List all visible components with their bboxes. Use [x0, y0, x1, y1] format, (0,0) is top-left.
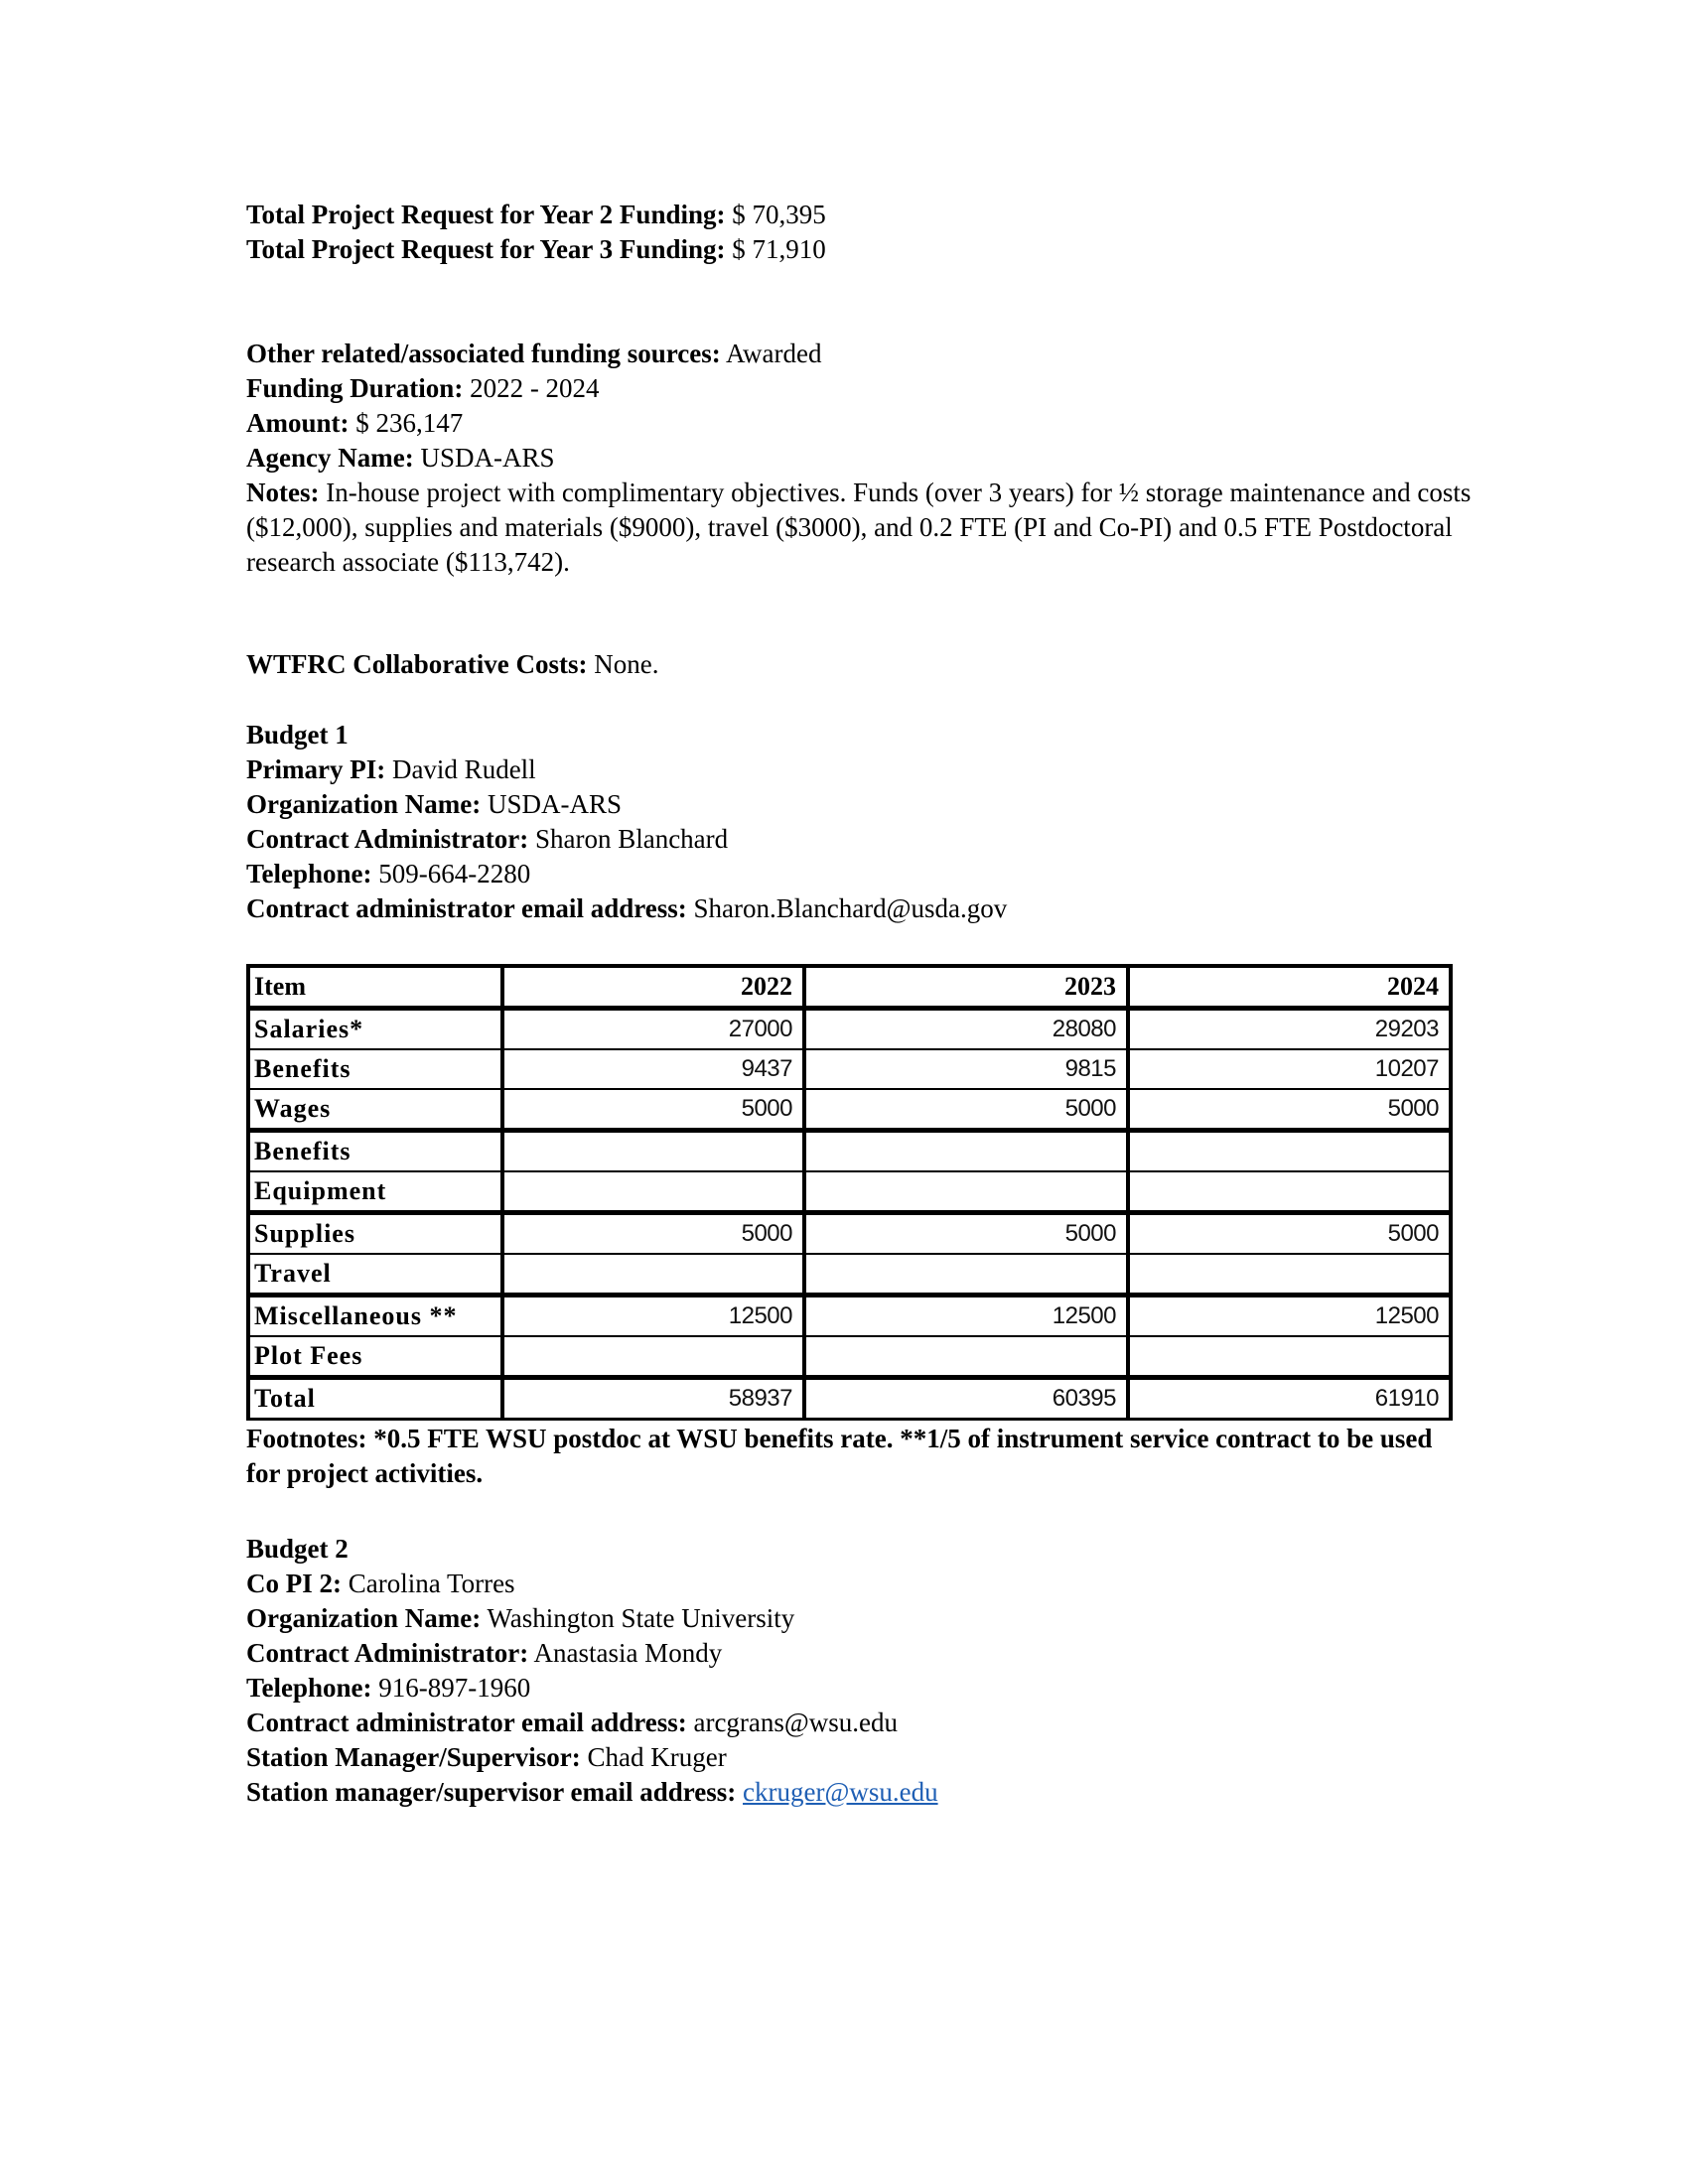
table-cell-2022: [502, 1336, 804, 1378]
other-funding-sources: [246, 337, 822, 371]
table-header-2024: 2024: [1128, 966, 1451, 1009]
budget2-station-manager-value: Chad Kruger: [587, 1742, 727, 1772]
budget1-organization: [246, 787, 622, 822]
agency-name: [246, 441, 554, 476]
budget1-footnotes: Footnotes: *0.5 FTE WSU postdoc at WSU benefits rate. **1/5 of instrument service contract to be used for project activities.: [246, 1424, 1433, 1488]
budget2-organization: [246, 1601, 794, 1636]
table-cell-2023: 5000: [804, 1213, 1128, 1255]
budget1-table: [246, 964, 1453, 1421]
table-cell-2023: 28080: [804, 1009, 1128, 1050]
table-row: [248, 1213, 1451, 1255]
budget2-copi-value: Carolina Torres: [348, 1569, 515, 1598]
budget2-contract-admin-value: Anastasia Mondy: [533, 1638, 723, 1668]
table-cell-2022: 27000: [502, 1009, 804, 1050]
budget1-table-header-row: [248, 966, 1451, 1009]
table-cell-item: Supplies: [248, 1213, 502, 1255]
table-cell-2024: [1128, 1171, 1451, 1213]
year2-total-label: Total Project Request for Year 2 Funding:: [246, 200, 726, 229]
budget1-admin-email-label: Contract administrator email address:: [246, 893, 687, 923]
budget1-telephone: [246, 857, 530, 891]
budget2-station-manager-label: Station Manager/Supervisor:: [246, 1742, 581, 1772]
table-cell-2023: 12500: [804, 1296, 1128, 1337]
table-row: [248, 1089, 1451, 1131]
table-cell-2022: [502, 1254, 804, 1296]
budget1-telephone-label: Telephone:: [246, 859, 372, 888]
other-funding-sources-label: Other related/associated funding sources:: [246, 339, 721, 368]
budget1-title-text: Budget 1: [246, 720, 349, 750]
table-row: [248, 1254, 1451, 1296]
table-cell-2023: 9815: [804, 1049, 1128, 1089]
budget2-contract-admin: [246, 1636, 722, 1671]
year3-total-label: Total Project Request for Year 3 Funding:: [246, 234, 726, 264]
agency-name-value: USDA-ARS: [420, 443, 555, 473]
year2-total-value: $ 70,395: [732, 200, 826, 229]
table-cell-2024: 5000: [1128, 1089, 1451, 1131]
budget1-contract-admin-label: Contract Administrator:: [246, 824, 529, 854]
budget2-admin-email-value: arcgrans@wsu.edu: [693, 1707, 899, 1737]
budget1-table-body: [248, 1009, 1451, 1420]
budget2-admin-email-label: Contract administrator email address:: [246, 1707, 687, 1737]
table-cell-item: Salaries*: [248, 1009, 502, 1050]
table-header-2023: 2023: [804, 966, 1128, 1009]
table-row: [248, 1378, 1451, 1420]
budget2-telephone-label: Telephone:: [246, 1673, 372, 1703]
table-row: [248, 1009, 1451, 1050]
budget2-title-text: Budget 2: [246, 1534, 349, 1564]
table-cell-2024: 12500: [1128, 1296, 1451, 1337]
year3-total-value: $ 71,910: [732, 234, 826, 264]
funding-notes: [246, 476, 1487, 580]
table-cell-2023: [804, 1171, 1128, 1213]
table-cell-item: Equipment: [248, 1171, 502, 1213]
table-cell-2023: [804, 1336, 1128, 1378]
budget1-organization-value: USDA-ARS: [487, 789, 622, 819]
table-cell-2023: [804, 1131, 1128, 1172]
budget2-copi-label: Co PI 2:: [246, 1569, 342, 1598]
funding-duration-value: 2022 - 2024: [470, 373, 600, 403]
budget1-contract-admin: [246, 822, 728, 857]
table-cell-2023: 5000: [804, 1089, 1128, 1131]
table-header-item: Item: [248, 966, 502, 1009]
other-funding-sources-value: Awarded: [726, 339, 822, 368]
table-cell-2022: 12500: [502, 1296, 804, 1337]
budget2-station-manager: [246, 1740, 727, 1775]
table-row: [248, 1131, 1451, 1172]
funding-amount: [246, 406, 463, 441]
table-cell-item: Wages: [248, 1089, 502, 1131]
funding-duration: [246, 371, 600, 406]
budget1-primary-pi-value: David Rudell: [391, 754, 536, 784]
collaborative-costs: [246, 647, 658, 682]
budget2-contract-admin-label: Contract Administrator:: [246, 1638, 529, 1668]
table-cell-2024: 29203: [1128, 1009, 1451, 1050]
table-cell-item: Travel: [248, 1254, 502, 1296]
funding-notes-value: In-house project with complimentary objectives. Funds (over 3 years) for ½ storage maintenance and costs ($12,000), supplies and materials ($9000), travel ($3000), and 0.2 FTE (PI and Co-PI) and 0.5 FTE Postdoctoral research associate ($113,742).: [246, 478, 1472, 577]
budget1-primary-pi: [246, 752, 536, 787]
table-cell-item: Benefits: [248, 1049, 502, 1089]
table-cell-2023: [804, 1254, 1128, 1296]
table-row: [248, 1171, 1451, 1213]
table-row: [248, 1049, 1451, 1089]
table-cell-2022: 9437: [502, 1049, 804, 1089]
table-row: [248, 1336, 1451, 1378]
funding-duration-label: Funding Duration:: [246, 373, 464, 403]
budget2-telephone-value: 916-897-1960: [378, 1673, 531, 1703]
table-cell-2022: 58937: [502, 1378, 804, 1420]
agency-name-label: Agency Name:: [246, 443, 414, 473]
table-row: [248, 1296, 1451, 1337]
table-cell-2022: [502, 1171, 804, 1213]
funding-notes-label: Notes:: [246, 478, 320, 507]
budget2-admin-email: [246, 1706, 898, 1740]
table-cell-item: Benefits: [248, 1131, 502, 1172]
collaborative-costs-label: WTFRC Collaborative Costs:: [246, 649, 588, 679]
budget2-copi: [246, 1567, 515, 1601]
funding-amount-label: Amount:: [246, 408, 350, 438]
table-cell-2024: 61910: [1128, 1378, 1451, 1420]
table-cell-2023: 60395: [804, 1378, 1128, 1420]
budget1-title: [246, 718, 349, 752]
budget1-organization-label: Organization Name:: [246, 789, 482, 819]
budget1-contract-admin-value: Sharon Blanchard: [534, 824, 729, 854]
table-cell-item: Miscellaneous **: [248, 1296, 502, 1337]
table-cell-2022: [502, 1131, 804, 1172]
budget2-organization-label: Organization Name:: [246, 1603, 482, 1633]
budget1-telephone-value: 509-664-2280: [378, 859, 531, 888]
budget1-primary-pi-label: Primary PI:: [246, 754, 386, 784]
table-cell-2022: 5000: [502, 1089, 804, 1131]
year2-total: [246, 198, 826, 232]
table-cell-2022: 5000: [502, 1213, 804, 1255]
year3-total: [246, 232, 826, 267]
budget2-organization-value: Washington State University: [487, 1603, 795, 1633]
table-cell-2024: 5000: [1128, 1213, 1451, 1255]
budget2-station-email-label: Station manager/supervisor email address:: [246, 1777, 737, 1807]
table-cell-2024: [1128, 1131, 1451, 1172]
budget1-admin-email-value: Sharon.Blanchard@usda.gov: [693, 893, 1008, 923]
budget1-admin-email: [246, 891, 1007, 926]
table-cell-2024: [1128, 1336, 1451, 1378]
table-cell-2024: 10207: [1128, 1049, 1451, 1089]
table-cell-item: Plot Fees: [248, 1336, 502, 1378]
funding-amount-value: $ 236,147: [355, 408, 464, 438]
collaborative-costs-value: None.: [594, 649, 659, 679]
table-header-2022: 2022: [502, 966, 804, 1009]
budget2-telephone: [246, 1671, 530, 1706]
table-cell-2024: [1128, 1254, 1451, 1296]
budget2-title: [246, 1532, 349, 1567]
table-cell-item: Total: [248, 1378, 502, 1420]
budget2-station-email-link[interactable]: ckruger@wsu.edu: [743, 1777, 938, 1807]
budget2-station-email: [246, 1775, 938, 1810]
